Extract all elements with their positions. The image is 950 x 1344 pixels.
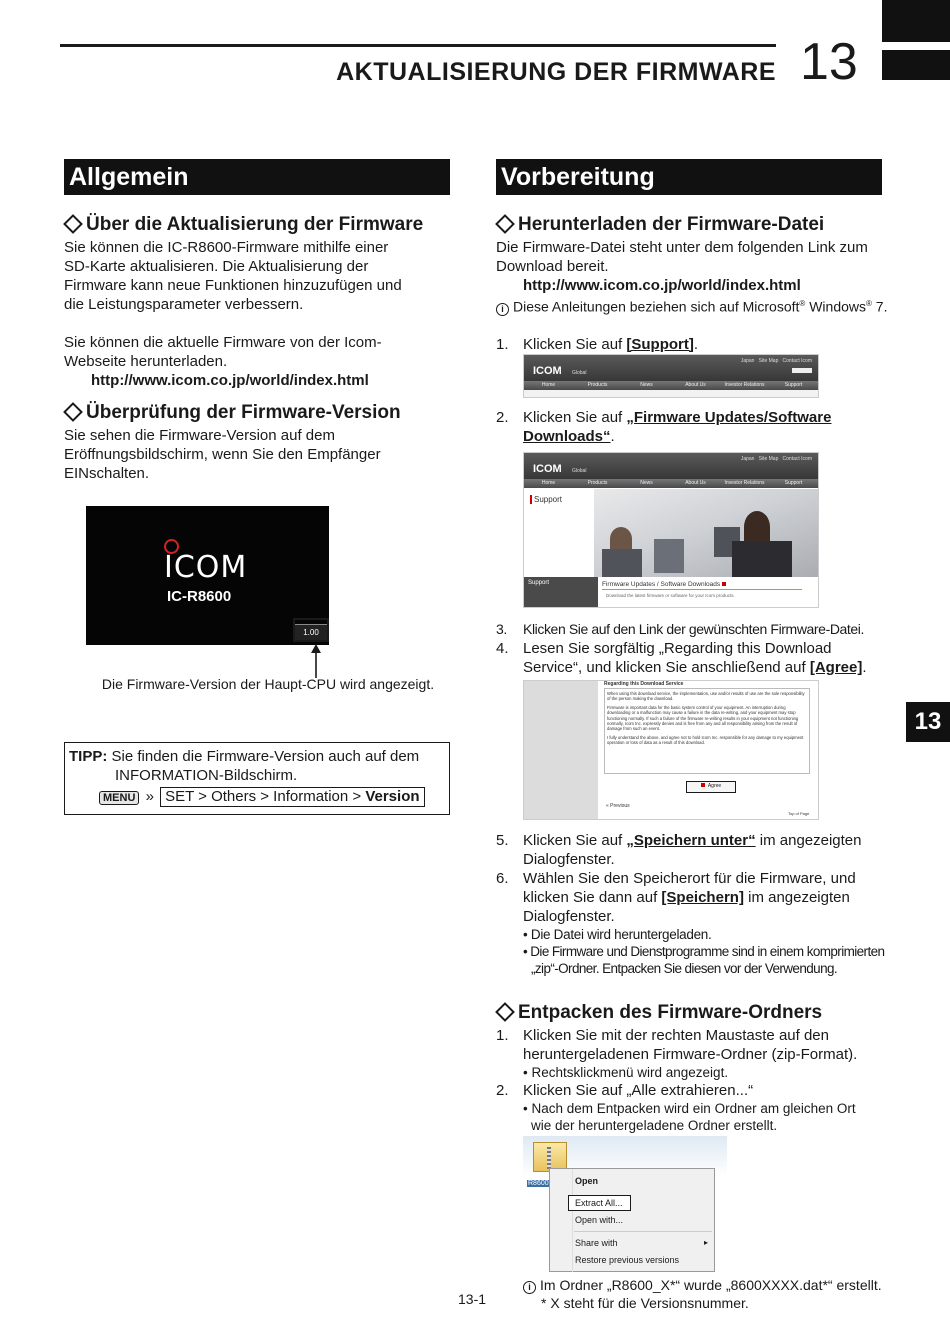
steps-3-4	[496, 620, 926, 677]
bullet-downloaded: • Die Datei wird heruntergeladen.	[523, 927, 712, 942]
web-screenshot-firmware: ICOM Global Japan Site Map Contact Icom Home Products News About Us Investor Relations Support Support Support Firmware Updates / Software Downloads Download the latest firmware or software for your Icom products.	[523, 452, 819, 608]
web-top-links: Japan Site Map Contact Icom	[740, 358, 812, 364]
support-link[interactable]: [Support]	[626, 335, 694, 353]
chapter-side-tab[interactable]: 13	[906, 702, 950, 742]
version-highlight	[293, 618, 329, 642]
menu-key-icon: MENU	[99, 791, 139, 805]
menu-item-extract-all[interactable]: Extract All...	[575, 1198, 623, 1208]
url-link[interactable]: http://www.icom.co.jp/world/index.html	[91, 372, 369, 389]
right-column-top	[496, 214, 926, 354]
bullet-extract: • Nach dem Entpacken wird ein Ordner am gleichen Ort wie der heruntergeladene Ordner erstellt.	[523, 1101, 856, 1133]
unpack-section: Entpacken des Firmware-Ordners 1. Klicken Sie mit der rechten Maustaste auf den heruntergeladenen Firmware-Ordner (zip-Format). • Rechtsklickmenü wird angezeigt. 2. Klicken Sie auf „Alle extrahieren...“ • Nach dem Entpacken wird ein Ordner am gleichen Ort wie der heruntergeladene Ordner erstellt.	[496, 1002, 926, 1134]
unpack-step-2: 2. Klicken Sie auf „Alle extrahieren...“	[496, 1082, 754, 1099]
screen-caption: Die Firmware-Version der Haupt-CPU wird angezeigt.	[101, 676, 435, 692]
agree-dialog-screenshot: Regarding this Download Service When using this download service, the implementation, use and/or results of use are the sole responsibility of the person making the download. Firmware is important data for the basic system control of your equipment. An interruption during downloading or a malfunction may cause a failure in the data re-writing, and your equipment may stop functioning normally. If such a failure of the firmware re-writing results in your equipment not functioning normally, Icom Inc. expressly denies and is free from any and all responsibility arising from the result of damage from such an event. I fully understand the above, and agree not to hold Icom Inc. responsible for any damage to my equipment operation or loss of data as a result of this download. Agree « Previous Top of Page	[523, 680, 819, 820]
submenu-arrow-icon: ▸	[704, 1238, 709, 1247]
web-support-panel: Support	[524, 577, 598, 607]
tip-line2: INFORMATION-Bildschirm.	[115, 767, 298, 784]
web-screenshot-support: ICOM Global Japan Site Map Contact Icom Home Products News About Us Investor Relations Support	[523, 354, 819, 398]
agree-button[interactable]: Agree	[686, 781, 736, 793]
unpack-step-1: 1. Klicken Sie mit der rechten Maustaste auf den heruntergeladenen Firmware-Ordner (zip-Format).	[496, 1027, 858, 1063]
page-number: 13-1	[458, 1291, 487, 1307]
paragraph-check-version: Sie sehen die Firmware-Version auf dem Eröffnungsbildschirm, wenn Sie den Empfänger EINschalten.	[64, 427, 381, 482]
section-title-preparation: Vorbereitung	[496, 159, 882, 195]
heading-download-file: Herunterladen der Firmware-Datei	[496, 214, 926, 236]
firmware-downloads-link[interactable]: Firmware Updates / Software Downloads	[602, 581, 726, 588]
agree-link[interactable]: [Agree]	[809, 659, 863, 676]
corner-block	[882, 50, 950, 80]
chapter-rule	[60, 44, 776, 47]
tip-box	[64, 742, 450, 815]
previous-link[interactable]: « Previous	[606, 803, 630, 809]
step-3: 3. Klicken Sie auf den Link der gewünschten Firmware-Datei.	[496, 621, 864, 637]
menu-item-restore[interactable]: Restore previous versions	[575, 1255, 680, 1265]
diamond-icon	[495, 1002, 515, 1022]
step-5: 5. Klicken Sie auf „Speichern unter“ im angezeigten Dialogfenster.	[496, 832, 862, 868]
heading-unpack: Entpacken des Firmware-Ordners	[496, 1002, 926, 1024]
heading-check-version: Überprüfung der Firmware-Version	[64, 402, 454, 424]
chapter-title: AKTUALISIERUNG DER FIRMWARE	[336, 58, 776, 86]
note-windows: i Diese Anleitungen beziehen sich auf Microsoft® Windows® 7.	[496, 295, 926, 316]
diamond-icon	[495, 214, 515, 234]
top-of-page-link[interactable]: Top of Page	[788, 811, 810, 816]
step-1: 1. Klicken Sie auf [Support].	[496, 335, 699, 353]
paragraph-download-site: Sie können die aktuelle Firmware von der Icom- Webseite herunterladen. http://www.icom.co.jp/world/index.html	[64, 333, 454, 390]
step-6: 6. Wählen Sie den Speicherort für die Firmware, und klicken Sie dann auf [Speichern] im angezeigten Dialogfenster.	[496, 870, 856, 925]
web-search-box[interactable]	[792, 368, 812, 373]
web-nav-tabs: Home Products News About Us Investor Relations Support	[524, 381, 818, 390]
menu-item-open-with[interactable]: Open with...	[575, 1215, 624, 1225]
web-brand: ICOM	[533, 365, 562, 377]
context-menu	[549, 1168, 715, 1272]
chapter-number: 13	[800, 33, 858, 91]
tip-line1: Sie finden die Firmware-Version auch auf dem	[111, 748, 420, 765]
corner-block	[882, 0, 950, 42]
steps-5-6	[496, 831, 926, 977]
save-link[interactable]: [Speichern]	[661, 889, 744, 906]
section-title-general: Allgemein	[64, 159, 450, 195]
callout-arrow-icon	[308, 644, 324, 678]
screen-brand: ICOM	[164, 550, 248, 585]
heading-about-update: Über die Aktualisierung der Firmware	[64, 214, 454, 236]
left-column-text	[64, 214, 454, 483]
firmware-updates-link[interactable]: „Firmware Updates/Software	[626, 409, 832, 426]
folder-label: R8600	[528, 1180, 549, 1187]
save-as-link[interactable]: „Speichern unter“	[626, 832, 756, 849]
terms-text[interactable]: When using this download service, the implementation, use and/or results of use are the sole responsibility of the person making the download. Firmware is important data for the basic system control of your equipment. An interruption during downloading or a malfunction may cause a failure in the data re-writing, and your equipment may stop functioning normally. If such a failure of the firmware re-writing results in your equipment not functioning normally, Icom Inc. expressly denies and is free from any and all responsibility arising from the result of damage from such an event. I fully understand the above, and agree not to hold Icom Inc. responsible for any damage to my equipment operation or loss of data as a result of this download.	[604, 688, 810, 774]
menu-item-open[interactable]: Open	[575, 1176, 599, 1186]
screen-model: IC-R8600	[167, 588, 232, 605]
diamond-icon	[63, 214, 83, 234]
menu-item-share-with[interactable]: Share with	[575, 1238, 618, 1248]
menu-path: SET > Others > Information > Version	[160, 787, 424, 807]
info-icon: i	[523, 1281, 536, 1294]
tip-label: TIPP:	[69, 748, 108, 765]
paragraph-about-update: Sie können die IC-R8600-Firmware mithilfe einer SD-Karte aktualisieren. Die Aktualisierung der Firmware kann neue Funktionen hinzuzufügen und die Leistungsparameter verbessern.	[64, 239, 402, 313]
web-support-heading: Support	[534, 495, 563, 504]
context-menu-screenshot	[523, 1136, 727, 1272]
diamond-icon	[63, 402, 83, 422]
info-icon: i	[496, 303, 509, 316]
screen-version: 1.00	[294, 624, 328, 642]
step-4: 4. Lesen Sie sorgfältig „Regarding this Download Service“, und klicken Sie anschließend auf [Agree].	[496, 640, 867, 676]
note-final: i Im Ordner „R8600_X*“ wurde „8600XXXX.dat*“ erstellt. * X steht für die Versionsnummer.	[523, 1276, 923, 1312]
menu-arrow: »	[145, 788, 154, 805]
url-link[interactable]: http://www.icom.co.jp/world/index.html	[523, 277, 801, 294]
bullet-zip: • Die Firmware und Dienstprogramme sind in einem komprimierten „zip“-Ordner. Entpacken Sie diesen vor der Verwendung.	[523, 944, 885, 976]
step-2: 2. Klicken Sie auf „Firmware Updates/Software Downloads“.	[496, 409, 832, 445]
support-staff-photo	[594, 489, 818, 577]
paragraph-download-file: Die Firmware-Datei steht unter dem folgenden Link zum Download bereit. http://www.icom.co.jp/world/index.html	[496, 238, 926, 295]
